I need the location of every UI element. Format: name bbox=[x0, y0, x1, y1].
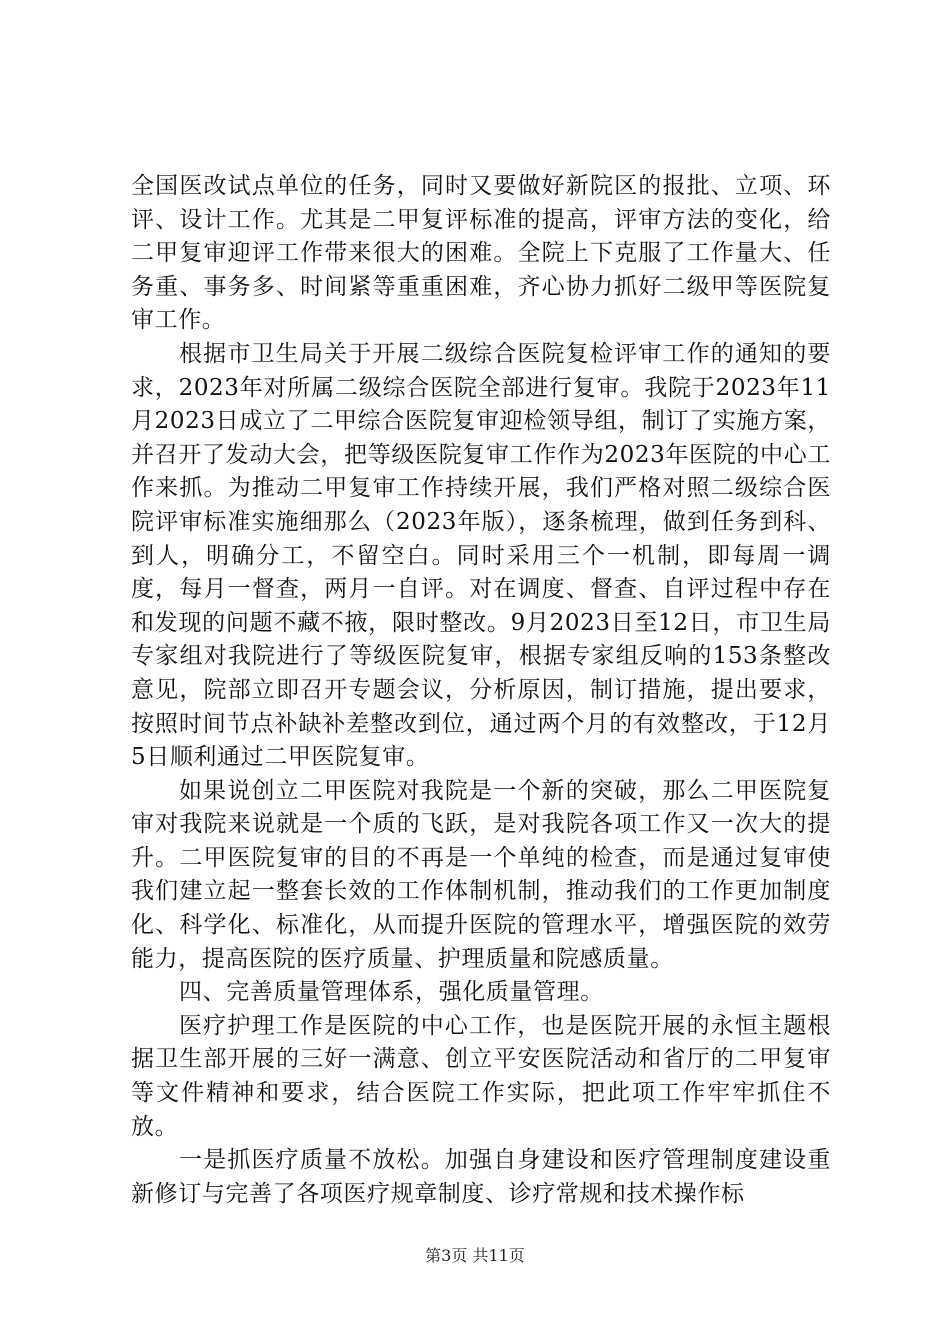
paragraph-continuation: 全国医改试点单位的任务，同时又要做好新院区的报批、立项、环评、设计工作。尤其是二甲复评标准的提高，评审方法的变化，给二甲复审迎评工作带来很大的困难。全院上下克服了工作量大、任务重、事务多、时间紧等重重困难，齐心协力抓好二级甲等医院复审工作。 bbox=[131, 173, 831, 334]
paragraph-review-significance: 如果说创立二甲医院对我院是一个新的突破，那么二甲医院复审对我院来说就是一个质的飞跃，是对我院各项工作又一次大的提升。二甲医院复审的目的不再是一个单纯的检查，而是通过复审使我们建立起一整套长效的工作体制机制，推动我们的工作更加制度化、科学化、标准化，从而提升医院的管理水平，增强医院的效劳能力，提高医院的医疗质量、护理质量和院感质量。 bbox=[131, 777, 831, 972]
section-heading-quality-management: 四、完善质量管理体系，强化质量管理。 bbox=[179, 979, 604, 1006]
page-footer: 第3页 共11页 bbox=[425, 1246, 525, 1265]
paragraph-medical-quality: 一是抓医疗质量不放松。加强自身建设和医疗管理制度建设重新修订与完善了各项医疗规章制度、诊疗常规和技术操作标 bbox=[131, 1147, 831, 1207]
paragraph-hospital-review: 根据市卫生局关于开展二级综合医院复检评审工作的通知的要求，2023年对所属二级综合医院全部进行复审。我院于2023年11月2023日成立了二甲综合医院复审迎检领导组，制订了实施方案，并召开了发动大会，把等级医院复审工作作为2023年医院的中心工作来抓。为推动二甲复审工作持续开展，我们严格对照二级综合医院评审标准实施细那么（2023年版），逐条梳理，做到任务到科、到人，明确分工，不留空白。同时采用三个一机制，即每周一调度，每月一督查，两月一自评。对在调度、督查、自评过程中存在和发现的问题不藏不掖，限时整改。9月2023日至12日，市卫生局专家组对我院进行了等级医院复审，根据专家组反响的153条整改意见，院部立即召开专题会议，分析原因，制订措施，提出要求，按照时间节点补缺补差整改到位，通过两个月的有效整改，于12月5日顺利通过二甲医院复审。 bbox=[131, 340, 831, 771]
document-body bbox=[131, 170, 831, 1211]
paragraph-medical-nursing: 医疗护理工作是医院的中心工作，也是医院开展的永恒主题根据卫生部开展的三好一满意、创立平安医院活动和省厅的二甲复审等文件精神和要求，结合医院工作实际，把此项工作牢牢抓住不放。 bbox=[131, 1012, 831, 1140]
